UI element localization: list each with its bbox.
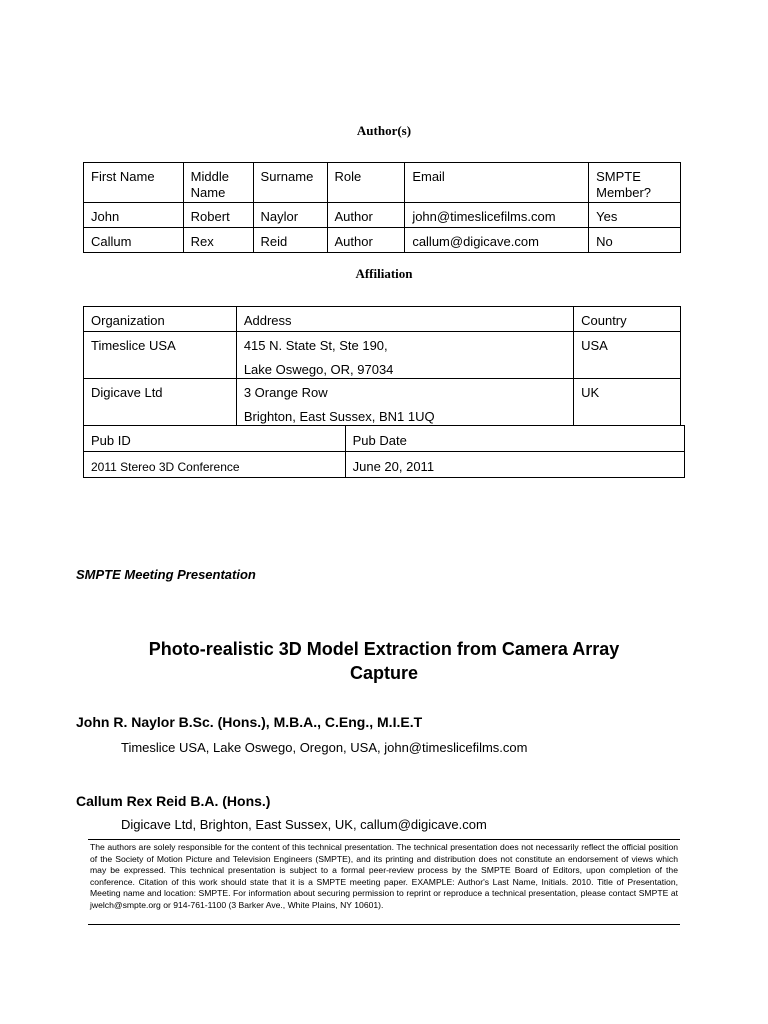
table-row	[84, 203, 681, 228]
header-country: Country	[574, 307, 681, 332]
address-line-2: Brighton, East Sussex, BN1 1UQ	[243, 409, 435, 424]
header-surname: Surname	[253, 163, 327, 203]
cell-role: Author	[327, 228, 405, 253]
disclaimer-top-rule	[88, 839, 680, 840]
table-row	[84, 332, 681, 379]
cell-middle-name: Robert	[183, 203, 253, 228]
address-line-2: Lake Oswego, OR, 97034	[243, 362, 394, 377]
disclaimer-bottom-rule	[88, 924, 680, 925]
cell-pub-date: June 20, 2011	[345, 452, 684, 478]
table-row	[84, 379, 681, 426]
header-pub-date: Pub Date	[345, 426, 684, 452]
paper-title-line-1: Photo-realistic 3D Model Extraction from Camera Array	[148, 639, 620, 659]
cell-organization: Digicave Ltd	[84, 379, 237, 426]
header-organization: Organization	[84, 307, 237, 332]
cell-surname: Naylor	[253, 203, 327, 228]
cell-surname: Reid	[253, 228, 327, 253]
meeting-label: SMPTE Meeting Presentation	[76, 567, 256, 582]
header-middle-name: Middle Name	[183, 163, 253, 203]
cell-country: UK	[574, 379, 681, 426]
authors-header-row	[84, 163, 681, 203]
table-row	[84, 452, 685, 478]
affiliation-heading: Affiliation	[355, 266, 413, 281]
cell-address	[236, 379, 573, 426]
cell-country: USA	[574, 332, 681, 379]
author-2-affiliation: Digicave Ltd, Brighton, East Sussex, UK, callum@digicave.com	[121, 817, 487, 832]
author-2-name: Callum Rex Reid B.A. (Hons.)	[76, 793, 271, 809]
authors-heading: Author(s)	[356, 123, 412, 138]
paper-title	[76, 637, 692, 685]
header-email: Email	[405, 163, 589, 203]
cell-organization: Timeslice USA	[84, 332, 237, 379]
cell-first-name: Callum	[84, 228, 184, 253]
authors-table	[83, 162, 681, 253]
affiliation-table	[83, 306, 681, 426]
publication-header-row	[84, 426, 685, 452]
cell-address	[236, 332, 573, 379]
author-1-name: John R. Naylor B.Sc. (Hons.), M.B.A., C.Eng., M.I.E.T	[76, 714, 423, 730]
publication-table	[83, 425, 685, 478]
header-smpte-member: SMPTE Member?	[589, 163, 681, 203]
header-pub-id: Pub ID	[84, 426, 346, 452]
cell-email: john@timeslicefilms.com	[405, 203, 589, 228]
header-first-name: First Name	[84, 163, 184, 203]
cell-smpte-member: No	[589, 228, 681, 253]
table-row	[84, 228, 681, 253]
affiliation-header-row	[84, 307, 681, 332]
header-role: Role	[327, 163, 405, 203]
cell-first-name: John	[84, 203, 184, 228]
cell-role: Author	[327, 203, 405, 228]
header-address: Address	[236, 307, 573, 332]
cell-pub-id: 2011 Stereo 3D Conference	[84, 452, 346, 478]
paper-title-line-2: Capture	[349, 663, 418, 683]
address-line-1: 415 N. State St, Ste 190,	[243, 338, 388, 353]
cell-smpte-member: Yes	[589, 203, 681, 228]
address-line-1: 3 Orange Row	[243, 385, 328, 400]
author-1-affiliation: Timeslice USA, Lake Oswego, Oregon, USA, john@timeslicefilms.com	[121, 740, 528, 755]
cell-middle-name: Rex	[183, 228, 253, 253]
cell-email: callum@digicave.com	[405, 228, 589, 253]
disclaimer-text: The authors are solely responsible for the content of this technical presentation. The technical presentation does not necessarily reflect the official position of the Society of Motion Picture and Television Engineers (SMPTE), and its printing and distribution does not constitute an endorsement of views which may be expressed. This technical presentation is subject to a formal peer-review process by the SMPTE Board of Editors, upon completion of the conference. Citation of this work should state that it is a SMPTE meeting paper. EXAMPLE: Author's Last Name, Initials. 2010. Title of Presentation, Meeting name and location: SMPTE. For information about securing permission to reprint or reproduce a technical presentation, please contact SMPTE at jwelch@smpte.org or 914-761-1100 (3 Barker Ave., White Plains, NY 10601).	[90, 842, 678, 910]
